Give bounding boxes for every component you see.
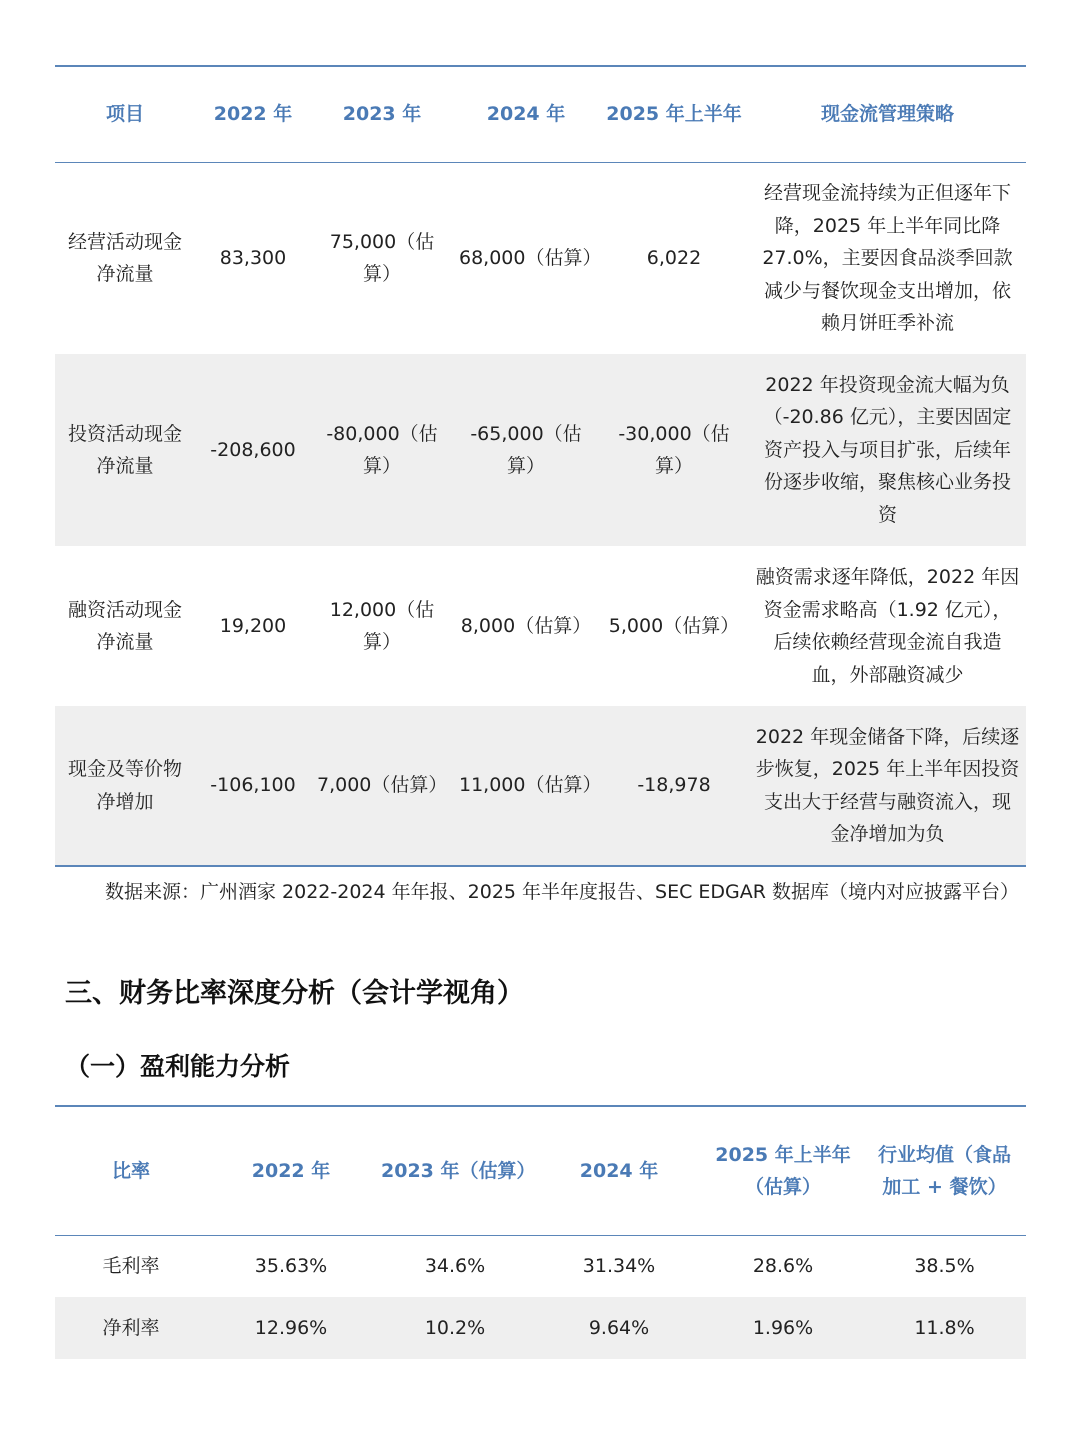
cell-strategy: 2022 年现金储备下降，后续逐步恢复，2025 年上半年因投资支出大于经营与融资流入，现金净增加为负 (749, 706, 1026, 866)
cell-2023: 7,000（估算） (311, 706, 453, 866)
header-2025-h1: 2025 年上半年（估算） (703, 1106, 863, 1235)
row-item: 投资活动现金净流量 (55, 354, 195, 546)
cell-strategy: 融资需求逐年降低，2022 年因资金需求略高（1.92 亿元），后续依赖经营现金流自我造血，外部融资减少 (755, 566, 1020, 686)
cell-strategy: 2022 年投资现金流大幅为负（-20.86 亿元），主要因固定资产投入与项目扩张，后续年份逐步收缩，聚焦核心业务投资 (749, 354, 1026, 546)
cell-2024: 68,000（估算） (459, 247, 602, 269)
cell-strategy: 经营现金流持续为正但逐年下降，2025 年上半年同比降 27.0%，主要因食品淡季回款减少与餐饮现金支出增加，依赖月饼旺季补流 (762, 182, 1013, 334)
cell-2025-h1: -18,978 (599, 706, 749, 866)
cell-2022: 83,300 (219, 247, 287, 269)
cell-2024: 8,000（估算） (460, 614, 592, 637)
cell-2023: -80,000（估算） (311, 354, 453, 546)
table-row (55, 546, 1026, 706)
cell-2023: 75,000（估算） (329, 230, 435, 286)
ratio-name: 净利率 (55, 1297, 207, 1359)
cell-2024: -65,000（估算） (453, 354, 599, 546)
subsection-heading: （一）盈利能力分析 (65, 1052, 291, 1081)
header-item: 项目 (55, 66, 195, 162)
row-item: 融资活动现金净流量 (67, 598, 182, 653)
cell-2024: 11,000（估算） (453, 706, 599, 866)
header-2022: 2022 年 (195, 66, 311, 162)
profitability-ratio-table (55, 1105, 1026, 1359)
cell-2022: 19,200 (219, 614, 287, 637)
cell-industry: 11.8% (863, 1297, 1026, 1359)
header-industry-average: 行业均值（食品加工 + 餐饮） (863, 1106, 1026, 1235)
section-heading: 三、财务比率深度分析（会计学视角） (65, 978, 524, 1009)
header-2022: 2022 年 (207, 1106, 375, 1235)
cell-2022: -106,100 (195, 706, 311, 866)
cell-2022: 12.96% (207, 1297, 375, 1359)
source-note: 数据来源：广州酒家 2022-2024 年年报、2025 年半年度报告、SEC EDGAR 数据库（境内对应披露平台） (105, 881, 1020, 903)
cell-2022: -208,600 (195, 354, 311, 546)
cell-2023: 10.2% (375, 1297, 535, 1359)
cash-flow-table (55, 65, 1026, 867)
cash-table-header-row (55, 66, 1026, 162)
cell-2023: 12,000（估算） (329, 598, 435, 653)
cell-industry: 38.5% (914, 1255, 975, 1277)
table-row (55, 706, 1026, 866)
cell-2024: 31.34% (582, 1255, 656, 1277)
cell-2025-h1: 1.96% (703, 1297, 863, 1359)
header-2024: 2024 年 (453, 66, 599, 162)
header-2023: 2023 年 (311, 66, 453, 162)
ratio-table-header-row (55, 1106, 1026, 1235)
cell-2025-h1: -30,000（估算） (599, 354, 749, 546)
table-row (55, 1235, 1026, 1297)
ratio-name: 毛利率 (102, 1255, 160, 1277)
cell-2025-h1: 5,000（估算） (608, 614, 740, 637)
cell-2025-h1: 6,022 (646, 247, 702, 269)
table-row (55, 162, 1026, 354)
row-item: 经营活动现金净流量 (67, 230, 182, 286)
header-2024: 2024 年 (535, 1106, 703, 1235)
cell-2022: 35.63% (254, 1255, 328, 1277)
table-row (55, 354, 1026, 546)
row-item: 现金及等价物净增加 (55, 706, 195, 866)
header-strategy: 现金流管理策略 (749, 66, 1026, 162)
cell-2025-h1: 28.6% (752, 1255, 814, 1277)
header-ratio: 比率 (55, 1106, 207, 1235)
cell-2023: 34.6% (424, 1255, 486, 1277)
table-row (55, 1297, 1026, 1359)
header-2023: 2023 年（估算） (375, 1106, 535, 1235)
header-2025-h1: 2025 年上半年 (599, 66, 749, 162)
cell-2024: 9.64% (535, 1297, 703, 1359)
